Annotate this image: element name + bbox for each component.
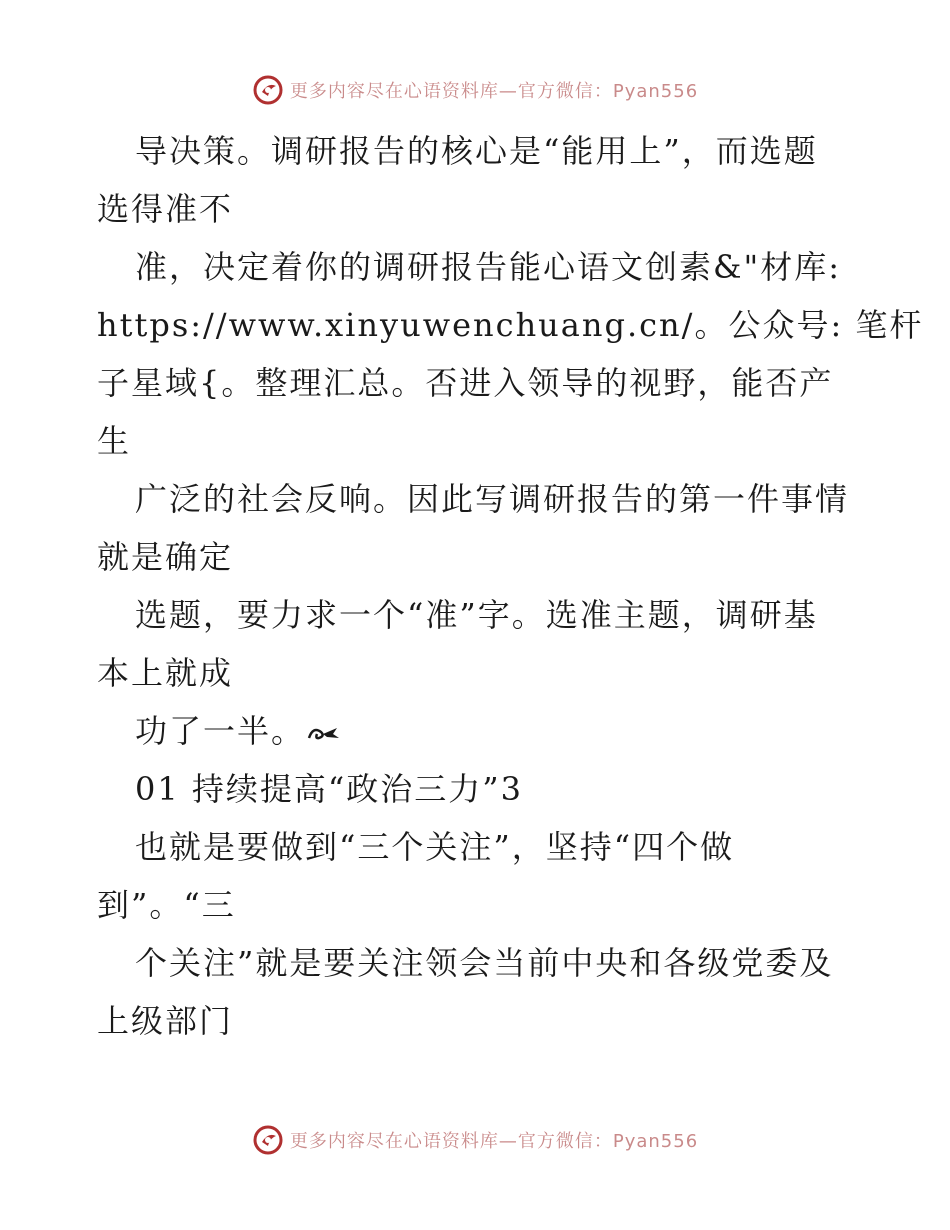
logo-icon [252,74,284,106]
body-line: 生 [97,422,132,460]
body-line: 准，决定着你的调研报告能心语文创素&"材库: [135,248,841,286]
body-line: 广泛的社会反响。因此写调研报告的第一件事情 [135,480,850,518]
body-line: 01 持续提高“政治三力”3 [135,770,523,808]
body-line: 到”。“三 [97,886,236,924]
body-line: 也就是要做到“三个关注”，坚持“四个做 [135,828,735,866]
ornament-flourish-icon [305,722,341,746]
footer-banner [0,1120,950,1160]
header-banner-text: 更多内容尽在心语资料库—官方微信：Pyan556 [289,81,699,102]
body-line: 上级部门 [97,1002,234,1040]
logo-icon [252,1124,284,1156]
body-line: https://www.xinyuwenchuang.cn/。公众号: 笔杆 [97,306,924,344]
body-line: 导决策。调研报告的核心是“能用上”，而选题 [135,132,818,170]
footer-banner-text: 更多内容尽在心语资料库—官方微信：Pyan556 [289,1131,699,1152]
body-line: 就是确定 [97,538,234,576]
body-line: 选得准不 [97,190,234,228]
body-line-with-ornament [97,702,857,760]
body-line-text: 功了一半。 [135,712,306,750]
body-line: 选题，要力求一个“准”字。选准主题，调研基 [135,596,818,634]
body-line: 子星域{。整理汇总。否进入领导的视野，能否产 [97,364,834,402]
body-line: 本上就成 [97,654,234,692]
header-banner [0,70,950,110]
body-line: 个关注”就是要关注领会当前中央和各级党委及 [135,944,834,982]
document-body [97,122,924,1050]
